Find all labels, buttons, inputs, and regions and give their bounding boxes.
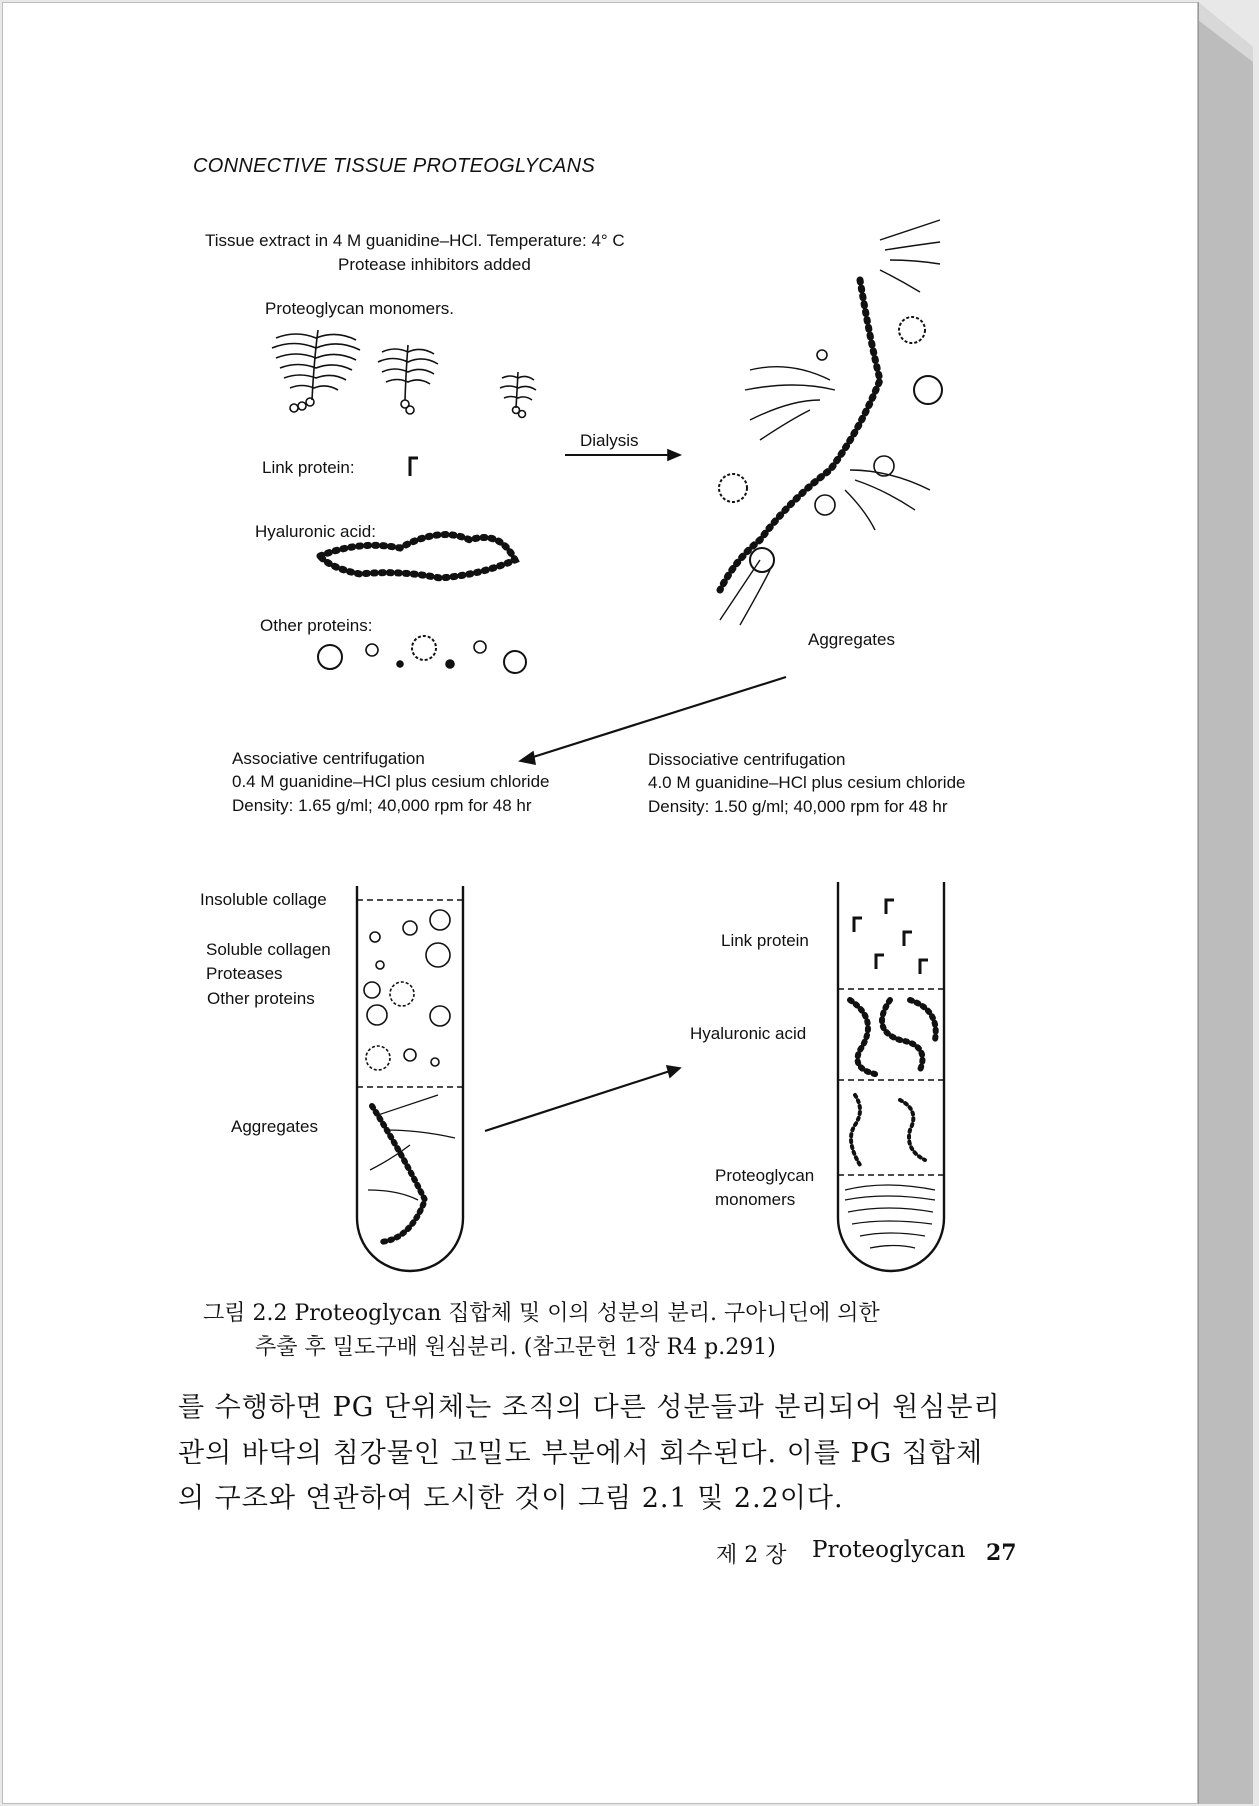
footer-subject: Proteoglycan	[812, 1537, 966, 1563]
associative-line3: Density: 1.65 g/ml; 40,000 rpm for 48 hr	[232, 796, 532, 815]
aggregates-label: Aggregates	[808, 630, 895, 649]
hyaluronic-acid-label: Hyaluronic acid:	[255, 522, 376, 541]
dissociative-line2: 4.0 M guanidine–HCl plus cesium chloride	[648, 773, 966, 792]
link-protein-label: Link protein:	[262, 458, 355, 477]
footer-chapter: 제 2 장	[716, 1543, 787, 1568]
proteases-label: Proteases	[206, 964, 283, 983]
link-protein-tube-label: Link protein	[721, 931, 809, 950]
insoluble-collagen-label: Insoluble collage	[200, 890, 327, 909]
aggregates-tube-label: Aggregates	[231, 1117, 318, 1136]
monomer-drawing-1	[272, 330, 360, 412]
other-proteins-label: Other proteins:	[260, 616, 373, 635]
body-text-line3: 의 구조와 연관하여 도시한 것이 그림 2.1 및 2.2이다.	[178, 1483, 844, 1514]
dissociative-line1: Dissociative centrifugation	[648, 750, 846, 769]
other-proteins-tube-label: Other proteins	[207, 989, 315, 1008]
aggregate-drawing	[719, 220, 942, 625]
monomer-drawing-3	[500, 372, 536, 418]
monomers-label: Proteoglycan monomers.	[265, 299, 454, 318]
monomers-tube-label-line2: monomers	[715, 1190, 796, 1209]
dissociative-line3: Density: 1.50 g/ml; 40,000 rpm for 48 hr	[648, 797, 948, 816]
body-text-line1: 를 수행하면 PG 단위체는 조직의 다른 성분들과 분리되어 원심분리	[178, 1392, 1001, 1423]
extraction-conditions-line1: Tissue extract in 4 M guanidine–HCl. Temperature: 4° C	[205, 231, 625, 250]
running-header: CONNECTIVE TISSUE PROTEOGLYCANS	[193, 155, 595, 177]
figure-caption-line1: 그림 2.2 Proteoglycan 집합체 및 이의 성분의 분리. 구아니딘에 의한	[203, 1301, 880, 1326]
figure-caption-line2: 추출 후 밀도구배 원심분리. (참고문헌 1장 R4 p.291)	[255, 1335, 776, 1360]
hyaluronic-acid-tube-label: Hyaluronic acid	[690, 1024, 807, 1043]
extraction-conditions-line2: Protease inhibitors added	[338, 255, 531, 274]
body-text-line2: 관의 바닥의 침강물인 고밀도 부분에서 회수된다. 이를 PG 집합체	[178, 1438, 984, 1469]
associative-line2: 0.4 M guanidine–HCl plus cesium chloride	[232, 772, 550, 791]
dialysis-label: Dialysis	[580, 431, 639, 450]
monomers-tube-label-line1: Proteoglycan	[715, 1166, 815, 1185]
soluble-collagen-label: Soluble collagen	[206, 940, 331, 959]
page-number: 27	[986, 1540, 1017, 1566]
associative-line1: Associative centrifugation	[232, 749, 425, 768]
monomer-drawing-2	[378, 345, 438, 414]
